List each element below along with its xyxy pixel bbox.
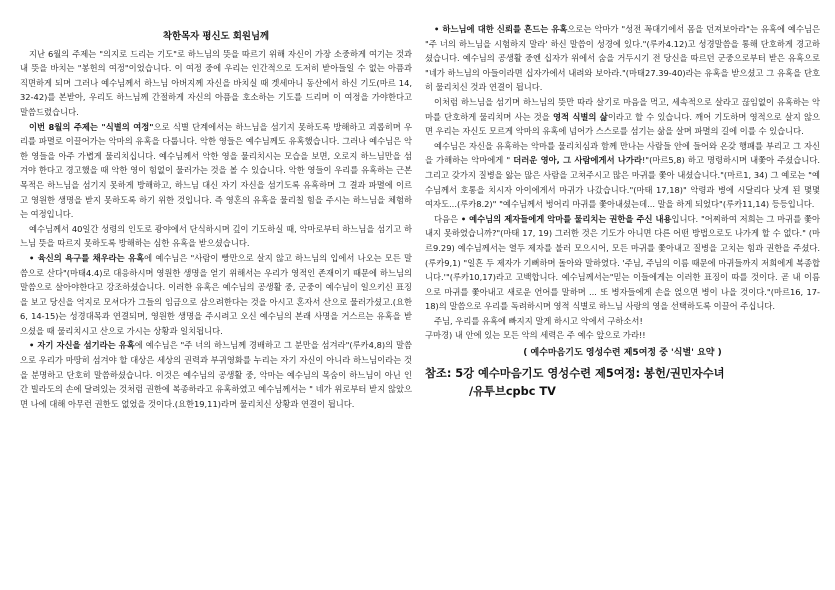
paragraph-bodily-desire bbox=[20, 251, 412, 339]
right-column bbox=[425, 22, 820, 400]
august-theme-text: 으로 식별 단계에서는 하느님을 섬기지 못하도록 방해하고 괴롭히며 우리를 파멸로 이끌어가는 악마의 유혹을 다룹니다. 악한 영들은 예수님께도 유혹했습니다. 그러나 예수님은 악한 영들을 아주 가볍게 물리치십니다. 예수님께서 악한 영을 물리치시는 모습을 보면, 오로지 하느님만을 섬겨야 한다고 경고했을 때 악한 영이 힘없이 물러가는 것을 볼 수 있습니다. 악한 영들이 우리를 유혹하는 근본 목적은 하느님을 섬기지 못하게 방해하고, 하느님 대신 자기 자신을 섬기도록 유혹하며 그 결과 파멸에 이르고 영원한 생명을 받지 못하도록 하기 위한 것입니다. 즉 영혼의 유혹을 물리칠 힘을 주시는 하느님을 체험하는 여정입니다. bbox=[20, 121, 412, 220]
paragraph-desert-temptation: 예수님께서 40일간 성령의 인도로 광야에서 단식하시며 깊이 기도하실 때, 악마로부터 하느님을 섬기고 하느님 뜻을 따르지 못하도록 방해하는 심한 유혹을 받으셨습니다. bbox=[20, 223, 412, 249]
discernment-text-a: 이처럼 하느님을 섬기며 하느님의 뜻만 따라 살기로 마음을 먹고, 세속적으로 살라고 끊임없이 유혹하는 악마를 단호하게 물리치며 사는 것을 bbox=[425, 96, 821, 122]
trust-temptation-heading: • 하느님에 대한 신뢰를 흔드는 유혹 bbox=[434, 24, 568, 34]
august-theme-heading: 이번 8월의 주제는 "식별의 여정" bbox=[29, 121, 154, 132]
paragraph-casting-out bbox=[425, 139, 820, 212]
discernment-highlight: 영적 식별의 삶 bbox=[552, 111, 608, 122]
casting-out-text-b: !"(마르5,8) 하고 명령하시며 내쫓아 주셨습니다. 그리고 갖가지 질병을 앓는 많은 사람을 고쳐주시고 많은 마귀를 쫓아 내셨습니다."(마르1, 34) 그 예로는 "예수님께서 호통을 치시자 아이에게서 마귀가 나갔습니다."(마태 17,18)" 악령과 병에 시달리다 낫게 된 몇몇 여자도...(루카8.2)" "예수님께서 벙어리 마귀를 쫓아내셨는데... 말을 하게 되었다"(루카11,14) 등등입니다. bbox=[425, 155, 820, 210]
youtube-source: /유투브cpbc TV bbox=[469, 384, 556, 398]
left-column bbox=[20, 22, 412, 411]
casting-out-text-a: 예수님은 자신을 유혹하는 악마를 물리치심과 함께 만나는 사람들 안에 들어와 온갖 행패를 부리고 그 자신을 가해하는 악마에게 " bbox=[425, 140, 820, 166]
paragraph-spiritual-discernment bbox=[425, 95, 820, 139]
paragraph-prayer: 주님, 우리를 유혹에 빠지지 말게 하시고 악에서 구하소서! bbox=[434, 315, 643, 326]
self-worship-text: 에 예수님은 "주 너의 하느님께 경배하고 그 분만을 섬겨라"(루카4,8)의 말씀으로 우리가 마땅히 섬겨야 할 대상은 세상의 권력과 부귀영화를 누리는 자기 자신이 아니라 하느님이라는 것을 분명하고 단호히 말씀하셨습니다. 이것은 예수님의 공생활 중, 악마는 예수님의 목숨이 하느님이 아닌 인간 빌라도의 손에 달려있는 것처럼 권한에 복종하라고 유혹하였고 예수님께서는 " 네가 위로부터 받지 않았으면 나에 대해 아무런 권한도 없었을 것이다.(요한19,11)라며 물리치신 상황과 연결이 됩니다. bbox=[20, 340, 412, 409]
discernment-text-b: 이라고 할 수 있습니다. 깨어 기도하며 영적으로 살지 않으면 우리는 자신도 모르게 악마의 유혹에 넘어가 스스로를 섬기는 삶을 살며 파멸의 길에 이를 수 있습니다. bbox=[425, 111, 820, 137]
paragraph-trust-temptation bbox=[425, 22, 820, 95]
paragraph-exorcism-prayer: 구마경) 내 안에 있는 모든 악의 세력은 주 예수 앞으로 가라!! bbox=[425, 330, 646, 341]
casting-out-command: 더러운 영아, 그 사람에게서 나가라 bbox=[513, 155, 642, 166]
paragraph-disciples-authority bbox=[425, 212, 820, 314]
paragraph-august-theme bbox=[20, 120, 412, 222]
disciples-text-b: 입니다. "어찌하여 저희는 그 마귀를 쫓아내지 못하였습니까?"(마태 17, 19) 그러한 것은 기도가 아니면 다른 어떤 방법으로도 나가게 할 수 없다." (마르9.29) 예수님께서는 열두 제자를 불러 모으시어, 모든 마귀를 쫓아내고 질병을 고치는 힘과 권한을 주셨다.(루카9,1) "일흔 두 제자가 기뻐하며 돌아와 말하였다. '주님, 주님의 이름 때문에 마귀들까지 저희에게 복종합니다.'"(루카10,17)라고 고백합니다. 예수님께서는"믿는 이들에게는 이러한 표징이 따를 것이다. 곧 내 이름으로 마귀를 쫓아내고 새로운 언어를 말하며 ... 또 병자들에게 손을 얹으면 병이 나을 것이다."(마르16, 17-18)의 말씀으로 우리를 독려하시며 영적 식별로 하느님 사랑의 영을 선택하도록 이끌어 주십니다. bbox=[425, 213, 820, 312]
disciples-text-a: 다음은 bbox=[434, 213, 461, 224]
bodily-desire-heading: • 육신의 욕구를 채우라는 유혹 bbox=[29, 252, 145, 263]
trust-temptation-text: 으로는 악마가 "성전 꼭대기에서 몸을 던져보아라"는 유혹에 예수님은 "주 너의 하느님을 시험하지 말라' 하신 말씀이 성경에 있다."(루카4.12)고 성경말씀을 통해 단호하게 경고하셨습니다. 예수님의 공생활 중엔 십자가 위에서 숨을 거두시기 전 당신을 따르던 군중으로부터 받은 유혹으로 "네가 하느님의 아들이라면 십자가에서 내려와 보아라."(마태27.39-40)라는 유혹을 받으셨고 그 유혹을 단호히 물리치신 것과 연결이 됩니다. bbox=[425, 24, 820, 93]
reference-line: 참조: 5강 예수마음기도 영성수련 제5여정: 봉헌/권민자수녀 bbox=[425, 366, 725, 380]
page-title: 착한목자 평신도 회원님께 bbox=[162, 31, 270, 42]
bodily-desire-text: 에 예수님은 "사람이 빵만으로 살지 않고 하느님의 입에서 나오는 모든 말씀으로 산다"(마태4.4)로 대응하시며 영원한 생명을 얻기 위해서는 우리가 영적인 존재이기 때문에 하느님의 말씀으로 살아야한다고 강조하셨습니다. 이러한 유혹은 예수님의 공생활 중, 군중이 예수님이 일으키신 표징을 보고 당신을 억지로 모셔다가 그들의 임금으로 삼으려한다는 것을 아시고 혼자서 산으로 물러가셨고.(요한6, 14-15)는 성경대목과 연결되며, 영원한 생명을 주시려고 오신 예수님의 본래 사명을 거스르는 유혹을 받으셨을 때 물리치시고 산으로 가시는 상황과 일치됩니다. bbox=[20, 252, 412, 336]
summary-note: ( 예수마음기도 영성수련 제5여정 중 '식별' 요약 ) bbox=[523, 348, 722, 359]
disciples-heading: • 예수님의 제자들에게 악마를 물리치는 권한을 주신 내용 bbox=[460, 213, 672, 224]
paragraph-self-worship bbox=[20, 338, 412, 411]
self-worship-heading: • 자기 자신을 섬기라는 유혹 bbox=[29, 340, 135, 351]
paragraph-june-theme: 지난 6월의 주제는 "의지로 드리는 기도"로 하느님의 뜻을 따르기 위해 자신이 가장 소중하게 여기는 것과 내 뜻을 바치는 "봉헌의 여정"이었습니다. 이 여정 중에 우리는 인간적으로 도저히 받아들일 수 없는 아픔과 직면하게 되며 그러나 예수님께서 하느님 아버지께 자신을 바치실 때 겟세마니 동산에서 하신 기도(마르 14, 32-42)를 본받아, 우리도 하느님께 간절하게 자신의 아픔을 호소하는 기도를 드리며 이 여정을 가야한다고 말씀드렸습니다. bbox=[20, 48, 412, 117]
